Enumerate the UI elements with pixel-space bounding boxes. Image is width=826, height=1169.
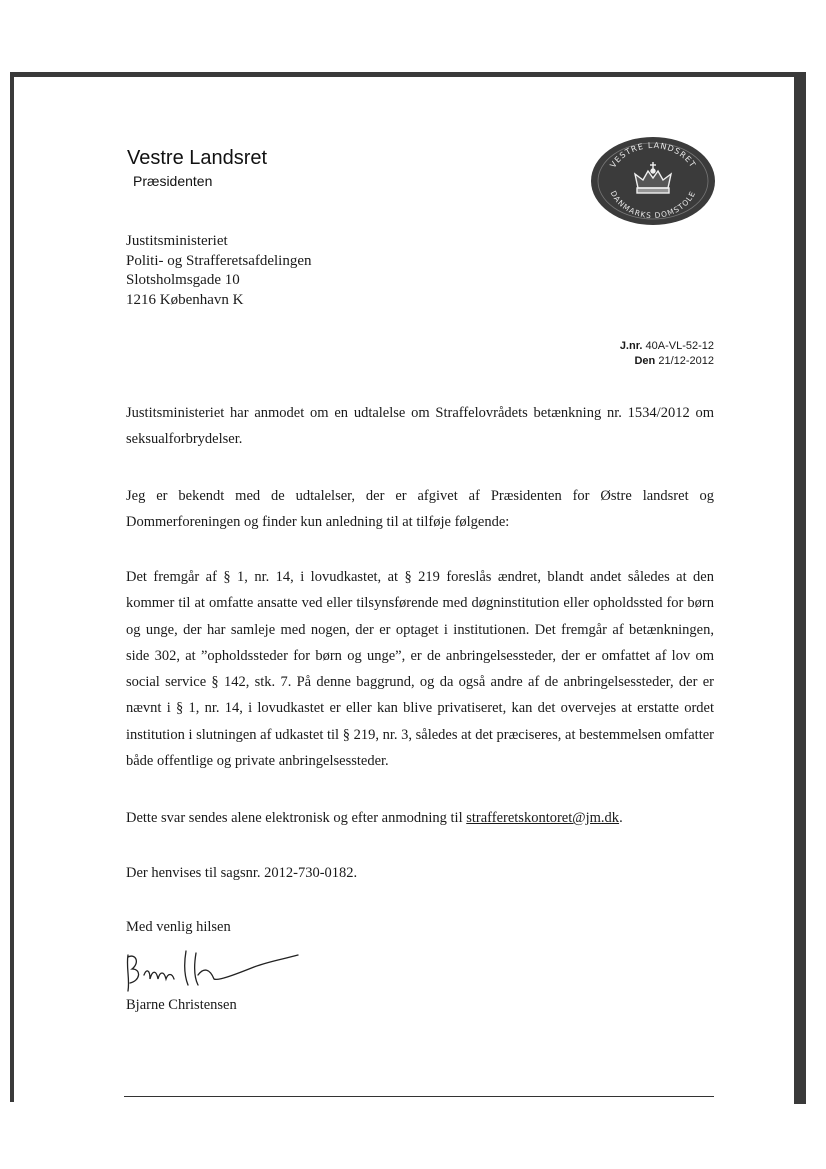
court-office: Præsidenten [133, 173, 213, 189]
reply-text: Dette svar sendes alene elektronisk og efter anmodning til [126, 810, 467, 826]
scan-border-top [10, 72, 806, 77]
svg-text:DANMARKS DOMSTOLE: DANMARKS DOMSTOLE [608, 189, 698, 221]
reference-block [620, 339, 714, 369]
scan-border-right [794, 74, 806, 1104]
body-paragraph-reply [126, 805, 714, 831]
recipient-line: Slotsholmsgade 10 [126, 272, 240, 288]
footer-divider [124, 1096, 714, 1097]
court-name: Vestre Landsret [127, 147, 268, 169]
recipient-line: Justitsministeriet [126, 233, 228, 249]
journal-number: 40A-VL-52-12 [645, 340, 714, 352]
court-seal-logo [590, 136, 716, 226]
signer-name: Bjarne Christensen [126, 997, 237, 1013]
recipient-address [126, 232, 312, 310]
recipient-line: 1216 København K [126, 291, 244, 308]
letter-date: 21/12-2012 [658, 355, 714, 367]
body-paragraph-comment: Det fremgår af § 1, nr. 14, i lovudkastet, at § 219 foreslås ændret, blandt andet således at den kommer til at omfatte ansatte ved eller tilsynsførende med døgninstitution eller opholdssted for børn og unge, der har samleje med nogen, der er optaget i institutionen. Det fremgår af betænkningen, side 302, at ”opholdssteder for børn og unge”, er de anbringelsessteder, der er omfattet af lov om social service § 142, stk. 7. På denne baggrund, og da også andre af de anbringelsessteder, der er nævnt i § 1, nr. 14, i lovudkastet er eller kan blive privatiseret, kan det overvejes at erstatte ordet institution i slutningen af udkastet til § 219, nr. 3, således at det præciseres, at bestemmelsen omfatter både offentlige og private anbringelsessteder. [126, 569, 714, 770]
date-label: Den [634, 355, 656, 367]
svg-text:VESTRE LANDSRET: VESTRE LANDSRET [608, 140, 698, 170]
journal-number-label: J.nr. [619, 340, 643, 352]
body-paragraph-request: Justitsministeriet har anmodet om en udtalelse om Straffelovrådets betænkning nr. 1534/2012 om seksualforbrydelser. [126, 405, 714, 448]
body-paragraph-case-number: Der henvises til sagsnr. 2012-730-0182. [126, 865, 358, 881]
closing-salutation: Med venlig hilsen [126, 919, 231, 935]
scan-border-left [10, 72, 14, 1102]
body-paragraph-intro: Jeg er bekendt med de udtalelser, der er afgivet af Præsidenten for Østre landsret og Dommerforeningen og finder kun anledning til at tilføje følgende: [126, 488, 714, 531]
recipient-line: Politi- og Strafferetsafdelingen [126, 252, 312, 269]
handwritten-signature [114, 945, 314, 1005]
email-link[interactable]: strafferetskontoret@jm.dk [466, 810, 620, 826]
reply-suffix: . [619, 810, 623, 826]
